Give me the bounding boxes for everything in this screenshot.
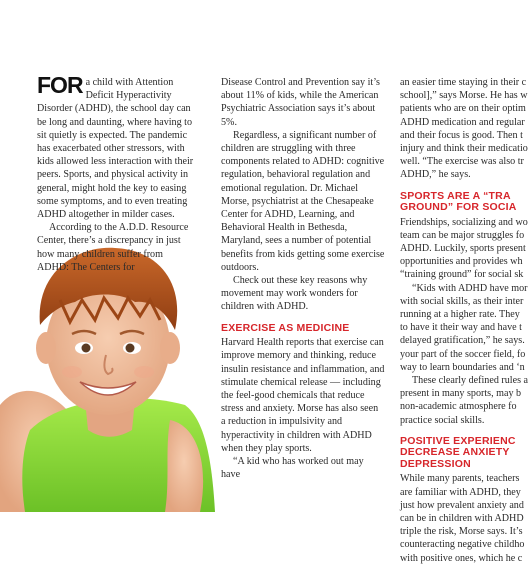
paragraph	[400, 282, 528, 295]
heading-line: SPORTS ARE A “TRA	[400, 189, 511, 202]
text-line: just how prevalent anxiety and	[400, 499, 524, 511]
text-line: opportunities and provides wh	[400, 256, 523, 268]
text-line: an easier time staying in their c	[400, 77, 527, 88]
text-line: practice social skills.	[400, 414, 485, 426]
text-line: are familiar with ADHD, they	[400, 486, 521, 498]
paragraph	[400, 76, 528, 182]
text-line: can be in children with ADHD	[400, 512, 524, 524]
text-line: counteracting negative childho	[400, 539, 525, 551]
heading-line: DEPRESSION	[400, 457, 471, 470]
text-line: injury and think their medicatio	[400, 143, 528, 155]
paragraph: Harvard Health reports that exercise can improve memory and thinking, reduce insulin resistance and inflammation, and stimulate chemical release — including the feel-good chemicals that reduce stress and anxiety. Morse has also seen a reduction in impulsivity and hyperactivity in children with ADHD when they play sports.	[221, 337, 385, 454]
text-line: ADHD medication and regular	[400, 116, 525, 128]
paragraph	[400, 472, 525, 564]
paragraph-cont	[400, 295, 526, 374]
text-line: your part of the soccer field, fo	[400, 348, 526, 360]
paragraph: “A kid who has worked out may have	[221, 455, 364, 481]
column-3	[400, 76, 528, 565]
heading-line: GROUND” FOR SOCIA	[400, 201, 517, 214]
text-line: with social skills, as their inter	[400, 295, 524, 307]
section-heading-positive	[400, 434, 516, 471]
text-line: and their focus is good. Then t	[400, 129, 523, 141]
heading-line: DECREASE ANXIETY	[400, 446, 510, 459]
text-line: well. “The exercise was also tr	[400, 156, 524, 168]
intro-text: a child with Attention Deficit Hyperactivity Disorder (ADHD), the school day can be long and daunting, where having to sit quietly is expected. The pandemic has exacerbated other stressors, with kids allowed less interaction with their peers. Sports, and physical activity in general, might hold the key to easing some symptoms, and to even treating ADHD altogether in milder cases.	[37, 77, 194, 221]
paragraph	[400, 216, 528, 282]
paragraph: According to the A.D.D. Resource Center, there’s a discrepancy in just how many children suffer from ADHD: The Centers for	[37, 222, 189, 273]
text-line: patients who are on their optim	[400, 103, 526, 115]
text-line: delayed gratification,” he says.	[400, 335, 525, 347]
text-line: Friendships, socializing and wo	[400, 216, 528, 228]
text-line: way to learn boundaries and ‘n	[400, 361, 525, 373]
text-line: ADHD. Luckily, sports present	[400, 243, 526, 255]
paragraph: Disease Control and Prevention say it’s about 11% of kids, while the American Psychiatric Association says it’s about 5%.	[221, 77, 380, 128]
text-line: to have it their way and have t	[400, 322, 522, 334]
text-line: school],” says Morse. He has w	[400, 90, 528, 102]
text-line: ADHD,” he says.	[400, 169, 471, 181]
text-line: “Kids with ADHD have mor	[412, 282, 528, 294]
heading-line: POSITIVE EXPERIENC	[400, 434, 516, 447]
text-line: “training ground” for social sk	[400, 269, 524, 281]
drop-cap: FOR	[37, 72, 83, 98]
text-line: non-academic atmosphere fo	[400, 401, 517, 413]
paragraph: Regardless, a significant number of children are struggling with three components related to ADHD: cognitive regulation, behavioral regulation and emotional regulation. Dr. Michael Morse, psychiatrist at the Chesapeake Center for ADHD, Learning, and Behavioral Health in Bethesda, Maryland, sees a number of potential benefits from kids getting some exercise outdoors.	[221, 129, 385, 273]
section-heading-sports	[400, 189, 517, 214]
text-line: running at a higher rate. They	[400, 309, 520, 321]
text-line: While many parents, teachers	[400, 473, 520, 485]
text-line: with positive ones, which he c	[400, 552, 523, 564]
intro-paragraph	[37, 72, 195, 221]
text-line: triple the risk, Morse says. It’s	[400, 526, 523, 538]
column-1	[37, 72, 195, 274]
paragraph	[400, 374, 528, 427]
text-line: These clearly defined rules a	[412, 375, 528, 387]
text-line: present in many sports, may b	[400, 388, 522, 400]
section-heading-exercise: EXERCISE AS MEDICINE	[221, 321, 350, 334]
text-line: team can be major struggles fo	[400, 229, 525, 241]
column-2	[221, 76, 385, 481]
paragraph: Check out these key reasons why movement may work wonders for children with ADHD.	[221, 275, 368, 313]
